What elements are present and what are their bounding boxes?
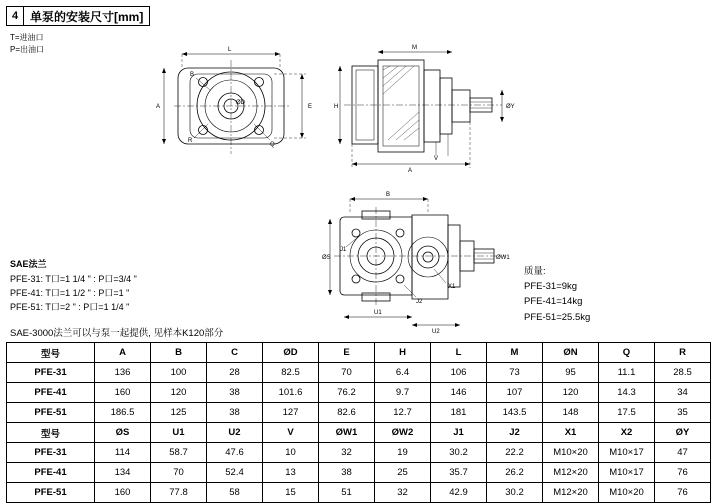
cell-ON: 148 — [543, 403, 599, 423]
cell-E: 82.6 — [319, 403, 375, 423]
th-U1: U1 — [151, 423, 207, 443]
cell-U2: 52.4 — [207, 463, 263, 483]
label-OD: ØD — [236, 100, 245, 106]
cell-U2: 58 — [207, 483, 263, 503]
sae-flange-line-31: PFE-31: T口=1 1/4 " : P口=3/4 " — [10, 273, 137, 284]
label-U2: U2 — [432, 329, 440, 335]
section-number: 4 — [7, 7, 24, 25]
label-A: A — [408, 168, 413, 174]
cell-model: PFE-31 — [7, 363, 95, 383]
cell-Q: 11.1 — [599, 363, 655, 383]
cell-model: PFE-31 — [7, 443, 95, 463]
weight-pfe31: PFE-31=9kg — [524, 281, 578, 293]
cell-L: 181 — [431, 403, 487, 423]
label-H: H — [334, 104, 339, 110]
drawing-rear-mounting-view — [310, 185, 520, 335]
label-M: M — [412, 45, 417, 51]
label-OW1: ØW1 — [496, 255, 510, 261]
th-U2: U2 — [207, 423, 263, 443]
cell-OS: 114 — [95, 443, 151, 463]
th-C: C — [207, 343, 263, 363]
cell-B: 125 — [151, 403, 207, 423]
label-Q: Q — [270, 142, 275, 148]
th-M: M — [487, 343, 543, 363]
th-OY: ØY — [655, 423, 711, 443]
table-row — [7, 463, 711, 483]
sae-note: SAE-3000法兰可以与泵一起提供, 见样本K120部分 — [10, 328, 224, 339]
label-R: R — [188, 138, 193, 144]
cell-OY: 76 — [655, 483, 711, 503]
sae-flange-line-41: PFE-41: T口=1 1/2 " : P口=1 " — [10, 287, 130, 298]
label-X1: X1 — [448, 284, 456, 290]
cell-OW2: 19 — [375, 443, 431, 463]
weight-pfe41: PFE-41=14kg — [524, 296, 583, 308]
sae-flange-line-51: PFE-51: T口=2 " : P口=1 1/4 " — [10, 301, 130, 312]
cell-E: 76.2 — [319, 383, 375, 403]
label-L: L — [228, 47, 232, 53]
cell-X1: M12×20 — [543, 483, 599, 503]
cell-model: PFE-51 — [7, 403, 95, 423]
cell-U1: 70 — [151, 463, 207, 483]
side-section-svg — [330, 40, 515, 175]
cell-OS: 134 — [95, 463, 151, 483]
th-OW2: ØW2 — [375, 423, 431, 443]
cell-L: 146 — [431, 383, 487, 403]
cell-C: 28 — [207, 363, 263, 383]
cell-Q: 17.5 — [599, 403, 655, 423]
cell-U2: 47.6 — [207, 443, 263, 463]
label-E: E — [308, 104, 313, 110]
rear-mounting-svg — [310, 185, 520, 335]
cell-C: 38 — [207, 383, 263, 403]
th-Q: Q — [599, 343, 655, 363]
cell-U1: 58.7 — [151, 443, 207, 463]
label-B-bottom: B — [386, 192, 391, 198]
legend-line-p: P=出油口 — [10, 44, 45, 54]
table-header-row-2 — [7, 423, 711, 443]
cell-V: 13 — [263, 463, 319, 483]
sae-flange-title: SAE法兰 — [10, 259, 47, 269]
cell-U1: 77.8 — [151, 483, 207, 503]
weight-title: 质量: — [524, 266, 546, 277]
th-X1: X1 — [543, 423, 599, 443]
th-model-2: 型号 — [7, 423, 95, 443]
cell-X1: M12×20 — [543, 463, 599, 483]
table-row — [7, 443, 711, 463]
cell-ON: 120 — [543, 383, 599, 403]
cell-OS: 160 — [95, 483, 151, 503]
dimensions-table — [6, 342, 711, 503]
cell-OD: 127 — [263, 403, 319, 423]
cell-B: 100 — [151, 363, 207, 383]
drawing-front-flange-view — [150, 38, 335, 173]
cell-C: 38 — [207, 403, 263, 423]
cell-J2: 26.2 — [487, 463, 543, 483]
weight-pfe51: PFE-51=25.5kg — [524, 311, 591, 323]
page-title: 单泵的安装尺寸[mm] — [30, 9, 144, 24]
cell-H: 6.4 — [375, 363, 431, 383]
cell-R: 35 — [655, 403, 711, 423]
th-A: A — [95, 343, 151, 363]
cell-V: 10 — [263, 443, 319, 463]
label-OY: ØY — [506, 104, 515, 110]
cell-OY: 47 — [655, 443, 711, 463]
cell-X2: M10×17 — [599, 443, 655, 463]
label-V: V — [434, 156, 439, 162]
cell-J1: 42.9 — [431, 483, 487, 503]
legend-line-t: T=进油口 — [10, 33, 44, 42]
th-J1: J1 — [431, 423, 487, 443]
th-H: H — [375, 343, 431, 363]
cell-H: 12.7 — [375, 403, 431, 423]
port-legend — [10, 32, 44, 55]
cell-OW1: 38 — [319, 463, 375, 483]
cell-E: 70 — [319, 363, 375, 383]
front-flange-svg — [150, 38, 335, 173]
cell-ON: 95 — [543, 363, 599, 383]
cell-OW1: 51 — [319, 483, 375, 503]
th-R: R — [655, 343, 711, 363]
cell-B: 120 — [151, 383, 207, 403]
table-row — [7, 403, 711, 423]
weight-block — [524, 264, 590, 325]
cell-Q: 14.3 — [599, 383, 655, 403]
cell-R: 34 — [655, 383, 711, 403]
table-header-row-1 — [7, 343, 711, 363]
th-B: B — [151, 343, 207, 363]
cell-OW1: 32 — [319, 443, 375, 463]
drawing-side-section-view — [330, 40, 515, 175]
cell-L: 106 — [431, 363, 487, 383]
label-J1: J1 — [340, 247, 347, 253]
cell-OW2: 25 — [375, 463, 431, 483]
cell-J1: 35.7 — [431, 463, 487, 483]
cell-X1: M10×20 — [543, 443, 599, 463]
label-B: B — [190, 72, 195, 78]
cell-X2: M10×17 — [599, 463, 655, 483]
th-E: E — [319, 343, 375, 363]
label-A-left: A — [156, 104, 161, 110]
label-U1: U1 — [374, 310, 382, 316]
th-OW1: ØW1 — [319, 423, 375, 443]
cell-A: 186.5 — [95, 403, 151, 423]
table-row — [7, 483, 711, 503]
cell-OY: 76 — [655, 463, 711, 483]
table-row — [7, 383, 711, 403]
th-OS: ØS — [95, 423, 151, 443]
cell-M: 143.5 — [487, 403, 543, 423]
cell-A: 136 — [95, 363, 151, 383]
cell-J2: 22.2 — [487, 443, 543, 463]
table-row — [7, 363, 711, 383]
cell-J1: 30.2 — [431, 443, 487, 463]
cell-X2: M10×20 — [599, 483, 655, 503]
cell-OD: 101.6 — [263, 383, 319, 403]
th-V: V — [263, 423, 319, 443]
sae-flange-block — [10, 258, 137, 315]
cell-A: 160 — [95, 383, 151, 403]
th-X2: X2 — [599, 423, 655, 443]
th-OD: ØD — [263, 343, 319, 363]
section-header — [6, 6, 150, 26]
th-L: L — [431, 343, 487, 363]
cell-model: PFE-41 — [7, 463, 95, 483]
cell-R: 28.5 — [655, 363, 711, 383]
cell-J2: 30.2 — [487, 483, 543, 503]
cell-model: PFE-41 — [7, 383, 95, 403]
cell-OW2: 32 — [375, 483, 431, 503]
label-J2: J2 — [416, 299, 423, 305]
th-ON: ØN — [543, 343, 599, 363]
cell-model: PFE-51 — [7, 483, 95, 503]
cell-V: 15 — [263, 483, 319, 503]
cell-H: 9.7 — [375, 383, 431, 403]
cell-OD: 82.5 — [263, 363, 319, 383]
label-OS: ØS — [322, 255, 331, 261]
dimensions-table-wrapper — [6, 342, 692, 503]
cell-M: 73 — [487, 363, 543, 383]
th-J2: J2 — [487, 423, 543, 443]
th-model-1: 型号 — [7, 343, 95, 363]
cell-M: 107 — [487, 383, 543, 403]
